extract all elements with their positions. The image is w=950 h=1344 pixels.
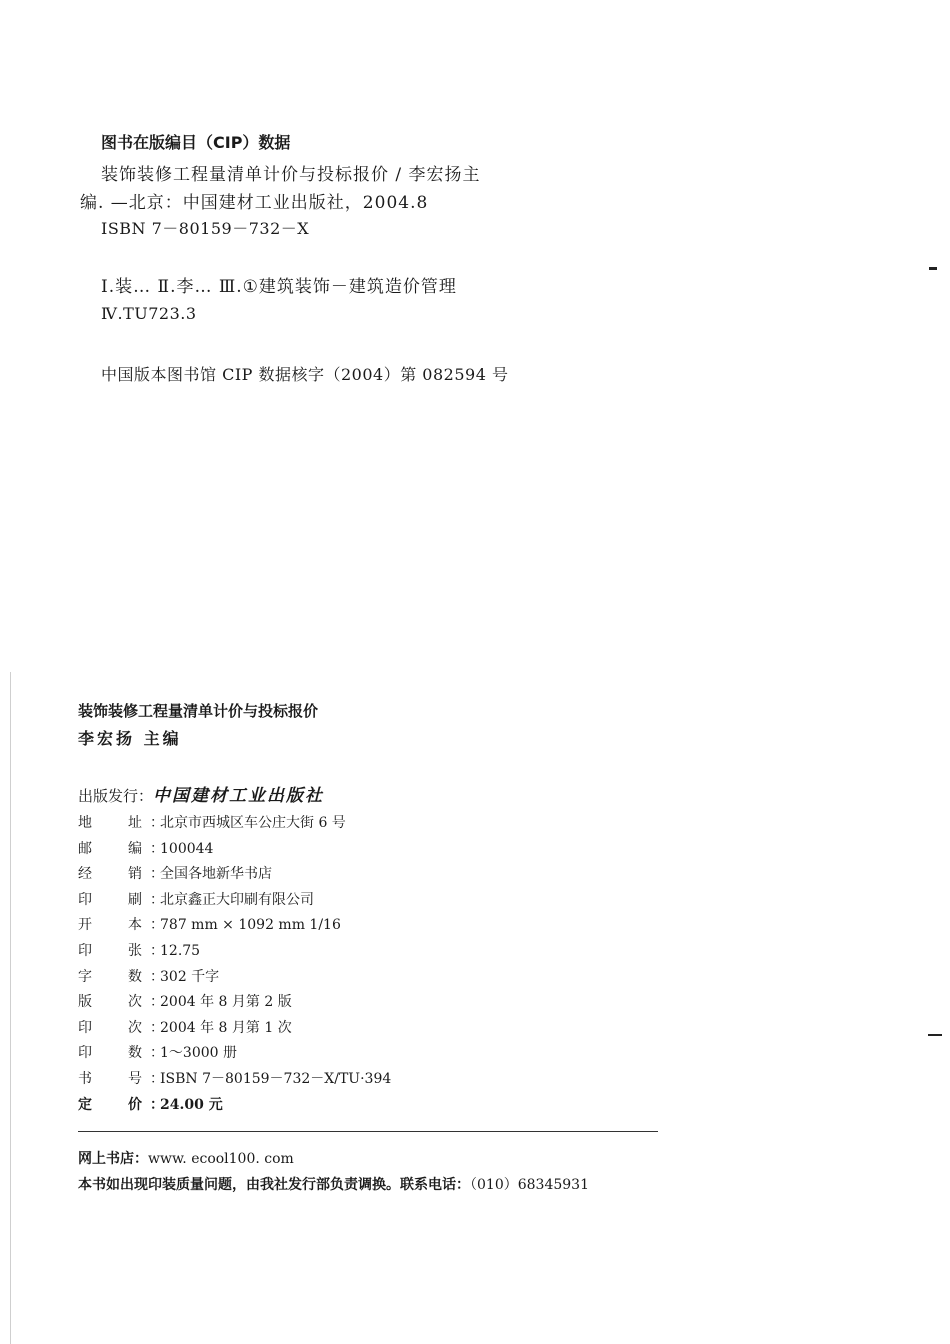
info-key-second-char: 本: [128, 917, 142, 933]
cip-isbn: ISBN 7－80159－732－X: [101, 219, 310, 238]
info-row: [78, 1042, 237, 1062]
info-key-first-char: 印: [78, 1045, 92, 1061]
info-colon: ：: [150, 1097, 164, 1113]
info-row: [78, 838, 213, 858]
book-title: 装饰装修工程量清单计价与投标报价: [78, 702, 319, 720]
info-value: ISBN 7－80159－732－X/TU·394: [160, 1071, 392, 1087]
publisher-row: [78, 781, 324, 806]
info-colon: ：: [150, 994, 164, 1010]
cip-publication-line: 编. —北京：中国建材工业出版社，2004.8: [80, 193, 429, 213]
info-key-second-char: 编: [128, 841, 142, 857]
book-author: 李宏扬 主编: [78, 729, 182, 748]
contact-phone: （010）68345931: [470, 1177, 589, 1193]
info-value: 北京市西城区车公庄大街 6 号: [160, 815, 346, 831]
info-key-second-char: 次: [128, 994, 142, 1010]
info-key-second-char: 销: [128, 866, 142, 882]
cip-title-line: 装饰装修工程量清单计价与投标报价 / 李宏扬主: [101, 165, 481, 185]
online-store-url: www. ecool100. com: [148, 1151, 294, 1167]
publisher-name: 中国建材工业出版社: [153, 786, 325, 806]
info-colon: ：: [150, 815, 164, 831]
info-colon: ：: [150, 892, 164, 908]
info-value: 787 mm × 1092 mm 1/16: [160, 917, 341, 933]
info-key-second-char: 价: [128, 1097, 142, 1113]
info-row: [78, 914, 341, 934]
quality-notice: 本书如出现印装质量问题，由我社发行部负责调换。联系电话：: [78, 1177, 470, 1193]
info-row: [78, 1017, 292, 1037]
info-key-second-char: 刷: [128, 892, 142, 908]
info-value: 100044: [160, 841, 214, 857]
online-store-row: [78, 1148, 294, 1168]
info-colon: ：: [150, 866, 164, 882]
info-value: 北京鑫正大印刷有限公司: [160, 892, 314, 908]
info-key-second-char: 数: [128, 969, 142, 985]
info-colon: ：: [150, 917, 164, 933]
info-key-first-char: 邮: [78, 841, 92, 857]
scan-mark: [928, 1034, 942, 1036]
info-colon: ：: [150, 969, 164, 985]
cip-verification: 中国版本图书馆 CIP 数据核字（2004）第 082594 号: [101, 365, 509, 384]
info-value: 2004 年 8 月第 1 次: [160, 1020, 292, 1036]
cip-heading: 图书在版编目（CIP）数据: [101, 133, 291, 152]
info-colon: ：: [150, 1071, 164, 1087]
info-row: [78, 966, 219, 986]
info-key-first-char: 经: [78, 866, 92, 882]
cip-subjects: Ⅰ.装… Ⅱ.李… Ⅲ.①建筑装饰－建筑造价管理: [101, 277, 457, 297]
info-key-first-char: 定: [78, 1097, 92, 1113]
info-value: 1～3000 册: [160, 1045, 237, 1061]
info-key-first-char: 地: [78, 815, 92, 831]
info-colon: ：: [150, 943, 164, 959]
info-row: [78, 1068, 391, 1088]
info-key-second-char: 次: [128, 1020, 142, 1036]
scan-edge-line: [10, 672, 11, 1344]
info-key-second-char: 张: [128, 943, 142, 959]
info-row: [78, 812, 346, 832]
info-row: [78, 863, 272, 883]
cip-classification: Ⅳ.TU723.3: [101, 304, 197, 323]
quality-notice-row: [78, 1174, 589, 1194]
info-row: [78, 1094, 223, 1114]
online-store-label: 网上书店：: [78, 1151, 148, 1167]
info-key-first-char: 印: [78, 892, 92, 908]
info-colon: ：: [150, 841, 164, 857]
info-key-first-char: 开: [78, 917, 92, 933]
info-key-second-char: 数: [128, 1045, 142, 1061]
info-key-first-char: 版: [78, 994, 92, 1010]
info-row: [78, 889, 314, 909]
info-key-second-char: 号: [128, 1071, 142, 1087]
info-value: 24.00 元: [160, 1097, 223, 1113]
info-colon: ：: [150, 1020, 164, 1036]
info-key-first-char: 印: [78, 943, 92, 959]
info-row: [78, 991, 292, 1011]
info-key-first-char: 书: [78, 1071, 92, 1087]
divider-rule: [78, 1131, 658, 1132]
info-key-second-char: 址: [128, 815, 142, 831]
info-value: 2004 年 8 月第 2 版: [160, 994, 292, 1010]
info-value: 12.75: [160, 943, 201, 959]
info-key-first-char: 印: [78, 1020, 92, 1036]
info-key-first-char: 字: [78, 969, 92, 985]
info-row: [78, 940, 200, 960]
info-value: 302 千字: [160, 969, 220, 985]
scan-mark: [929, 267, 937, 270]
info-colon: ：: [150, 1045, 164, 1061]
publisher-label: 出版发行：: [78, 787, 154, 805]
info-value: 全国各地新华书店: [160, 866, 272, 882]
